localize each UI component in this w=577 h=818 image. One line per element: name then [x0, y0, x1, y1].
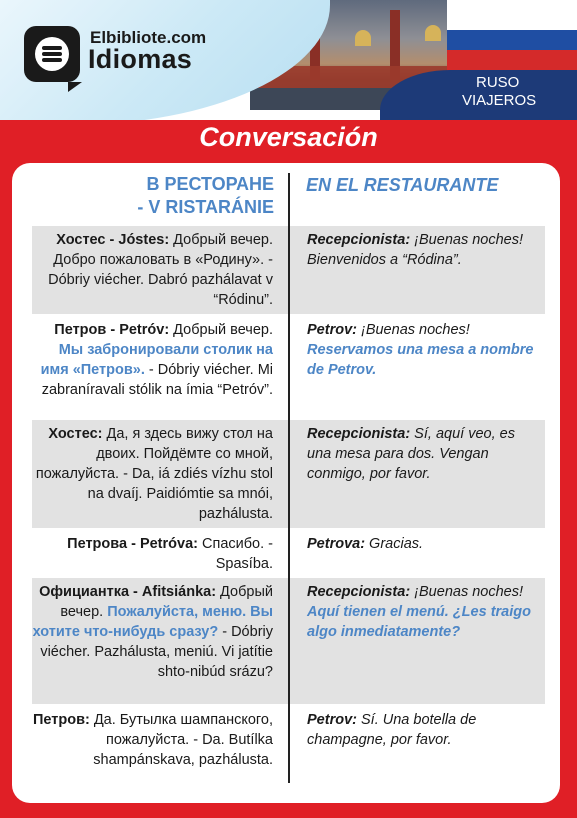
russian-line: Петров: Да. Бутылка шампанского, пожалуйста. - Da. Butílka shampánskava, pazhálusta. [32, 712, 273, 768]
russian-line: Хостес - Jóstes: Добрый вечер. Добро пожаловать в «Родину». - Dóbriy viécher. Dabró pazhálavat v “Ródinu”. [48, 232, 273, 308]
logo-icon [24, 26, 80, 82]
conversation-card [12, 163, 560, 803]
russian-line: Официантка - Afitsiánka: Добрый вечер. Пожалуйста, меню. Вы хотите что-нибудь сразу? - Dóbriy viécher. Pazhálusta, meniú. Vi jatítie shto-nibúd srázu? [32, 584, 273, 680]
spanish-line: Petrova: Gracias. [307, 536, 424, 552]
russian-line: Петрова - Petróva: Спасибо. - Spasíba. [67, 536, 273, 572]
category-tag [380, 70, 577, 120]
spanish-line: Petrov: Sí. Una botella de champagne, por favor. [307, 712, 477, 748]
spanish-line: Recepcionista: ¡Buenas noches! Aquí tienen el menú. ¿Les traigo algo inmediatamente? [307, 584, 531, 640]
header [0, 0, 577, 120]
brand-site: Elbibliote.com [90, 28, 207, 47]
dome-shape [355, 30, 371, 46]
russian-line: Хостес: Да, я здесь вижу стол на двоих. Пойдёмте со мной, пожалуйста. - Da, iá zdiés vízhu stol na dvaíj. Paidiómtie sa mnói, pazhálusta. [35, 426, 273, 522]
column-heading-spanish: EN EL RESTAURANTE [306, 175, 499, 195]
spanish-line: Petrov: ¡Buenas noches! Reservamos una mesa a nombre de Petrov. [307, 322, 534, 378]
column-heading-russian: В РЕСТОРАНЕ - V RISTARÁNIE [137, 174, 274, 217]
tag-language: RUSO [476, 74, 520, 91]
spanish-line: Recepcionista: Sí, aquí veo, es una mesa para dos. Vengan conmigo, por favor. [307, 426, 515, 482]
tag-audience: VIAJEROS [462, 92, 537, 109]
spanish-line: Recepcionista: ¡Buenas noches! Bienvenidos a “Ródina”. [307, 232, 524, 268]
russian-line: Петров - Petróv: Добрый вечер. Мы забронировали столик на имя «Петров». - Dóbriy viécher. Mi zabraníravali stólik na ímia “Petróv”. [40, 322, 273, 398]
brand-name: Idiomas [88, 44, 193, 74]
column-divider [288, 173, 290, 783]
dome-shape [425, 25, 441, 41]
page-title: Conversación [199, 122, 378, 152]
